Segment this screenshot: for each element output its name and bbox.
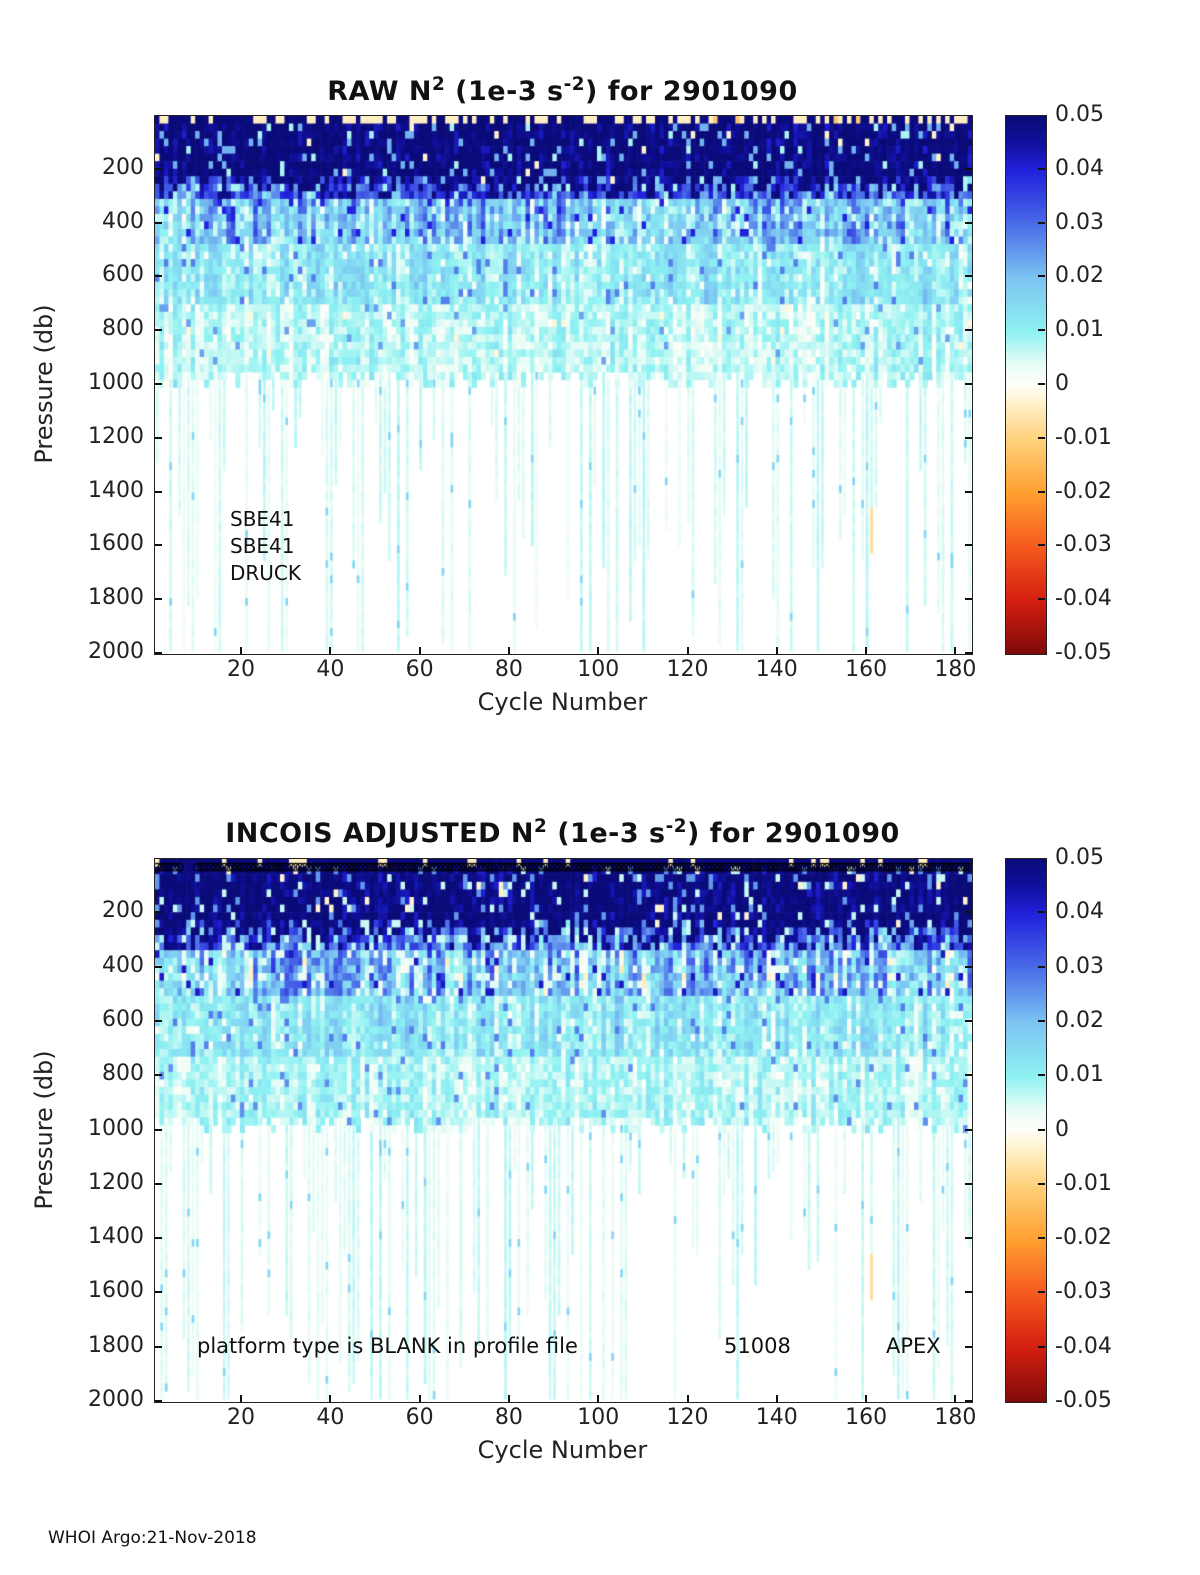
colorbar-tick-mark [1038, 1020, 1045, 1022]
y-tick-mark [155, 383, 162, 385]
x-tick-mark [687, 647, 689, 654]
title-text: ) for 2901090 [585, 76, 798, 107]
raw-colorbar-canvas [1006, 116, 1046, 654]
colorbar-tick-mark [1038, 911, 1045, 913]
x-tick-label: 160 [845, 657, 888, 682]
colorbar-tick-mark [1038, 1129, 1045, 1131]
adjusted-heatmap-plot [154, 858, 973, 1403]
x-tick-mark [954, 1395, 956, 1402]
sensor-label: SBE41 [230, 507, 295, 531]
x-tick-mark [329, 1395, 331, 1402]
y-tick-mark-right [965, 491, 972, 493]
colorbar-tick-label: 0.02 [1055, 1007, 1104, 1033]
colorbar-tick-label: -0.04 [1055, 586, 1112, 612]
y-tick-mark-right [965, 1237, 972, 1239]
x-tick-label: 180 [934, 657, 977, 682]
y-tick-label: 200 [102, 154, 144, 180]
raw-chart-title [154, 74, 971, 107]
y-tick-mark [155, 1237, 162, 1239]
y-tick-label: 1600 [88, 531, 144, 557]
y-tick-label: 1200 [88, 423, 144, 449]
x-tick-label: 60 [405, 657, 434, 682]
adjusted-x-axis-label: Cycle Number [477, 1436, 648, 1464]
colorbar-tick-label: -0.01 [1055, 1170, 1112, 1196]
y-tick-mark-right [965, 966, 972, 968]
colorbar-tick-label: -0.02 [1055, 1225, 1112, 1251]
y-tick-label: 1800 [88, 585, 144, 611]
title-text: (1e-3 s [445, 76, 564, 107]
x-tick-label: 60 [405, 1405, 434, 1430]
colorbar-tick-label: -0.05 [1055, 640, 1112, 665]
y-tick-mark [155, 168, 162, 170]
colorbar-tick-mark [1038, 168, 1045, 170]
y-tick-mark [155, 1129, 162, 1131]
y-tick-label: 200 [102, 898, 144, 924]
colorbar-tick-mark [1038, 222, 1045, 224]
colorbar-tick-mark [1038, 329, 1045, 331]
y-tick-mark-right [965, 1346, 972, 1348]
y-tick-mark-right [965, 1129, 972, 1131]
x-tick-mark [776, 1395, 778, 1402]
x-tick-mark [597, 1395, 599, 1402]
x-tick-label: 40 [316, 657, 345, 682]
adjusted-chart-title [154, 816, 971, 849]
colorbar-tick-label: -0.04 [1055, 1333, 1112, 1359]
x-tick-mark [419, 1395, 421, 1402]
x-tick-label: 80 [494, 657, 523, 682]
y-tick-mark [155, 329, 162, 331]
y-tick-label: 800 [102, 1061, 144, 1087]
y-tick-mark [155, 1400, 162, 1402]
colorbar-tick-mark [1038, 1183, 1045, 1185]
adjusted-colorbar [1005, 858, 1047, 1403]
y-tick-mark [155, 1074, 162, 1076]
colorbar-tick-label: 0.03 [1055, 953, 1104, 979]
colorbar-tick-mark [1038, 1237, 1045, 1239]
x-tick-mark [508, 1395, 510, 1402]
colorbar-tick-label: 0.02 [1055, 263, 1104, 289]
y-tick-mark-right [965, 1074, 972, 1076]
x-tick-mark [776, 647, 778, 654]
y-tick-mark-right [965, 383, 972, 385]
y-tick-mark [155, 437, 162, 439]
y-tick-label: 1400 [88, 477, 144, 503]
title-sup: -2 [563, 74, 585, 95]
colorbar-tick-mark [1038, 383, 1045, 385]
x-tick-label: 20 [227, 657, 256, 682]
y-tick-label: 600 [102, 262, 144, 288]
float-type: APEX [886, 1334, 941, 1358]
x-tick-mark [865, 647, 867, 654]
colorbar-tick-mark [1038, 1074, 1045, 1076]
colorbar-tick-label: 0.05 [1055, 845, 1104, 870]
y-tick-mark [155, 544, 162, 546]
sensor-label: SBE41 [230, 534, 295, 558]
colorbar-tick-label: -0.05 [1055, 1388, 1112, 1413]
colorbar-tick-mark [1038, 1346, 1045, 1348]
adjusted-y-axis-label: Pressure (db) [30, 1050, 58, 1210]
x-tick-label: 100 [577, 1405, 620, 1430]
colorbar-tick-label: 0.04 [1055, 155, 1104, 181]
colorbar-tick-label: 0 [1055, 371, 1069, 396]
y-tick-mark [155, 966, 162, 968]
y-tick-mark [155, 911, 162, 913]
colorbar-tick-mark [1038, 437, 1045, 439]
title-sup: -2 [665, 816, 688, 837]
colorbar-tick-mark [1038, 275, 1045, 277]
adjusted-colorbar-canvas [1006, 859, 1046, 1402]
x-tick-label: 20 [227, 1405, 256, 1430]
y-tick-mark [155, 1020, 162, 1022]
y-tick-label: 1800 [88, 1332, 144, 1358]
y-tick-label: 400 [102, 952, 144, 978]
colorbar-tick-mark [1038, 544, 1045, 546]
y-tick-mark [155, 1291, 162, 1293]
y-tick-mark-right [965, 598, 972, 600]
raw-x-axis-label: Cycle Number [477, 688, 648, 716]
x-tick-mark [865, 1395, 867, 1402]
platform-note: platform type is BLANK in profile file [197, 1334, 578, 1358]
title-text: INCOIS ADJUSTED N [225, 818, 535, 849]
y-tick-mark-right [965, 168, 972, 170]
y-tick-mark-right [965, 1291, 972, 1293]
y-tick-mark [155, 222, 162, 224]
y-tick-mark [155, 598, 162, 600]
y-tick-label: 800 [102, 316, 144, 342]
y-tick-mark [155, 275, 162, 277]
raw-sensor-annotations [230, 506, 301, 587]
y-tick-mark-right [965, 1400, 972, 1402]
x-tick-mark [240, 647, 242, 654]
x-tick-label: 80 [494, 1405, 523, 1430]
x-tick-label: 140 [755, 657, 798, 682]
y-tick-mark-right [965, 222, 972, 224]
x-tick-label: 100 [577, 657, 620, 682]
colorbar-tick-label: 0.03 [1055, 209, 1104, 235]
colorbar-tick-label: 0.05 [1055, 102, 1104, 127]
raw-colorbar [1005, 115, 1047, 655]
x-tick-label: 160 [845, 1405, 888, 1430]
x-tick-mark [508, 647, 510, 654]
colorbar-tick-label: 0.01 [1055, 317, 1104, 343]
x-tick-label: 120 [666, 657, 709, 682]
y-tick-label: 1000 [88, 370, 144, 395]
title-sup: 2 [432, 74, 446, 95]
y-tick-label: 400 [102, 208, 144, 234]
title-text: ) for 2901090 [687, 818, 900, 849]
colorbar-tick-label: -0.03 [1055, 1279, 1112, 1305]
y-tick-mark [155, 1346, 162, 1348]
x-tick-label: 140 [755, 1405, 798, 1430]
colorbar-tick-mark [1038, 598, 1045, 600]
x-tick-mark [240, 1395, 242, 1402]
y-tick-mark-right [965, 329, 972, 331]
adjusted-heatmap-canvas [155, 859, 972, 1402]
y-tick-mark-right [965, 911, 972, 913]
x-tick-mark [954, 647, 956, 654]
x-tick-mark [419, 647, 421, 654]
y-tick-label: 1000 [88, 1115, 144, 1141]
x-tick-mark [597, 647, 599, 654]
footer-credit: WHOI Argo:21-Nov-2018 [48, 1528, 257, 1548]
colorbar-tick-label: -0.01 [1055, 424, 1112, 450]
sensor-label: DRUCK [230, 561, 302, 585]
y-tick-label: 2000 [88, 1387, 144, 1412]
y-tick-mark-right [965, 1183, 972, 1185]
colorbar-tick-mark [1038, 491, 1045, 493]
colorbar-tick-label: -0.03 [1055, 532, 1112, 558]
y-tick-label: 2000 [88, 639, 144, 664]
x-tick-label: 120 [666, 1405, 709, 1430]
x-tick-mark [329, 647, 331, 654]
y-tick-mark [155, 1183, 162, 1185]
x-tick-mark [687, 1395, 689, 1402]
y-tick-mark [155, 652, 162, 654]
title-text: (1e-3 s [547, 818, 666, 849]
x-tick-label: 40 [316, 1405, 345, 1430]
y-tick-label: 1200 [88, 1169, 144, 1195]
title-sup: 2 [534, 816, 548, 837]
colorbar-tick-label: 0.01 [1055, 1062, 1104, 1088]
colorbar-tick-label: -0.02 [1055, 478, 1112, 504]
y-tick-mark-right [965, 437, 972, 439]
wmo-inst-type: 51008 [724, 1334, 791, 1358]
raw-y-axis-label: Pressure (db) [30, 304, 58, 464]
y-tick-mark [155, 491, 162, 493]
y-tick-label: 600 [102, 1006, 144, 1032]
x-tick-label: 180 [934, 1405, 977, 1430]
y-tick-mark-right [965, 544, 972, 546]
colorbar-tick-label: 0.04 [1055, 899, 1104, 925]
colorbar-tick-label: 0 [1055, 1116, 1069, 1142]
colorbar-tick-mark [1038, 966, 1045, 968]
title-text: RAW N [327, 76, 432, 107]
y-tick-mark-right [965, 275, 972, 277]
colorbar-tick-mark [1038, 1291, 1045, 1293]
y-tick-label: 1400 [88, 1224, 144, 1250]
y-tick-mark-right [965, 1020, 972, 1022]
y-tick-label: 1600 [88, 1278, 144, 1304]
y-tick-mark-right [965, 652, 972, 654]
